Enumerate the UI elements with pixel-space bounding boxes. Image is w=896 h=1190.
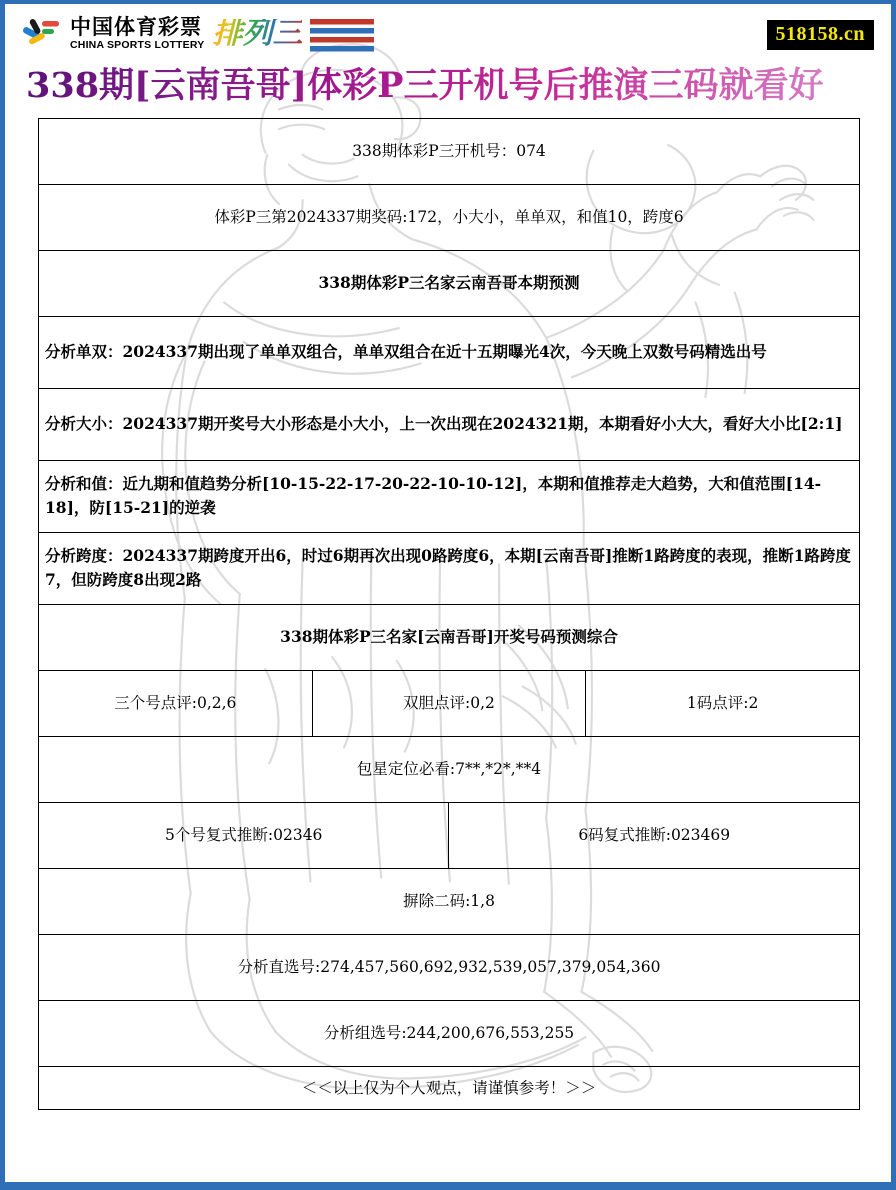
cell-forecast-section-header: 338期体彩P三名家[云南吾哥]开奖号码预测综合 [39,604,860,670]
cell-three-numbers-comment: 三个号点评:0,2,6 [39,670,313,736]
table-row [39,934,860,1000]
page-inner [5,4,891,1182]
table-row [39,388,860,460]
table-row [39,868,860,934]
cell-open-machine-number: 338期体彩P三开机号：074 [39,118,860,184]
cell-analysis-sum: 分析和值：近九期和值趋势分析[10-15-22-17-20-22-10-10-12]，本期和值推荐走大趋势，大和值范围[14-18]，防[15-21]的逆袭 [39,460,860,532]
page-title: 338期[云南吾哥]体彩P三开机号后推演三码就看好 [8,65,888,112]
three-bars-icon [308,14,378,54]
cell-double-dan-comment: 双胆点评:0,2 [312,670,586,736]
table-row [39,1000,860,1066]
cell-analysis-span: 分析跨度：2024337期跨度开出6，时过6期再次出现0路跨度6，本期[云南吾哥]推断1路跨度的表现，推断1路跨度7，但防跨度8出现2路 [39,532,860,604]
cell-bao-xing-position: 包星定位必看:7**,*2*,**4 [39,736,860,802]
brand-name-en: CHINA SPORTS LOTTERY [70,39,205,52]
game-name-pailie3: 排列三 [212,16,303,51]
brand-name-cn: 中国体育彩票 [70,15,202,40]
cell-exclude-two-codes: 摒除二码:1,8 [39,868,860,934]
cell-analysis-big-small: 分析大小：2024337期开奖号大小形态是小大小，上一次出现在2024321期，本期看好小大大，看好大小比[2:1] [39,388,860,460]
table-row [39,532,860,604]
table-row [39,460,860,532]
table-row [39,250,860,316]
table-row [39,670,860,736]
table-row [39,316,860,388]
table-row [39,802,860,868]
cell-analysis-odd-even: 分析单双：2024337期出现了单单双组合，单单双组合在近十五期曝光4次，今天晚上双数号码精选出号 [39,316,860,388]
cell-expert-section-header: 338期体彩P三名家云南吾哥本期预测 [39,250,860,316]
cell-last-draw-summary: 体彩P三第2024337期奖码:172，小大小，单单双，和值10，跨度6 [39,184,860,250]
table-row [39,184,860,250]
page-header [8,7,888,65]
brand-logo [22,13,378,55]
cell-five-number-compound: 5个号复式推断:02346 [39,802,449,868]
cell-group-selection-numbers: 分析组选号:244,200,676,553,255 [39,1000,860,1066]
cell-six-code-compound: 6码复式推断:023469 [449,802,860,868]
table-row [39,604,860,670]
table-row [39,1066,860,1109]
site-url-badge[interactable]: 518158.cn [767,20,875,50]
prediction-table [38,118,860,1110]
cell-direct-selection-numbers: 分析直选号:274,457,560,692,932,539,057,379,054,360 [39,934,860,1000]
sports-lottery-swoosh-icon [22,13,64,55]
cell-disclaimer: ＜＜以上仅为个人观点，请谨慎参考！＞＞ [39,1066,860,1109]
table-row [39,118,860,184]
table-row [39,736,860,802]
content-table-wrapper [8,112,888,1110]
cell-one-code-comment: 1码点评:2 [586,670,860,736]
